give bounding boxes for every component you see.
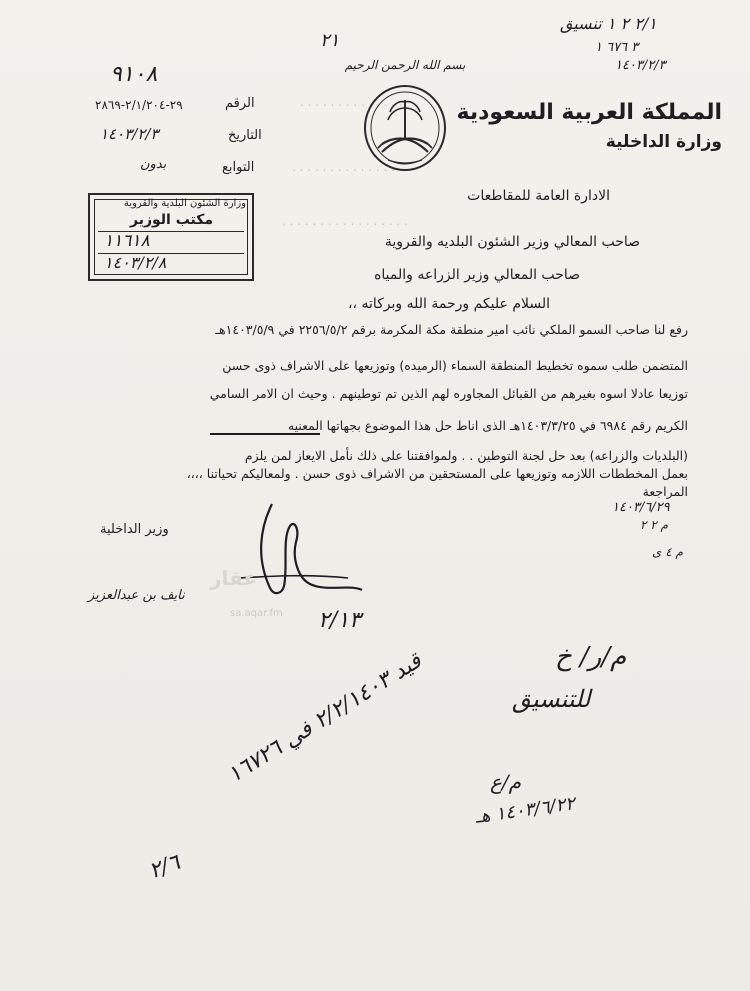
corner-note: ١٤٠٣/٢/٣ [615,58,666,73]
attachments-label: التوابع [222,160,255,175]
corner-note: ٢/١ ٢ ١ تنسيق [560,14,657,33]
body-paragraph-line: رفع لنا صاحب السمو الملكي نائب امير منطقة مكة المكرمة برقم ٢٢٥٦/٥/٢ في ١٤٠٣/٥/٩هـ [215,322,688,337]
handwritten-date: ١٤٠٣/٦/٢٢ هـ [474,793,577,828]
handwritten-note: م/ع [490,770,522,794]
handwritten-note: للتنسيق [512,685,591,713]
body-paragraph-line: توزيعا عادلا اسوه بغيرهم من القبائل المجاوره لهم الذين تم توطينهم . وحيث ان الامر السامي [209,386,688,401]
body-paragraph-line: المتضمن طلب سموه تخطيط المنطقة السماء (الرميده) وتوزيعها على الاشراف ذوى حسن [222,358,688,373]
ministry-title: وزارة الداخلية [605,132,722,152]
date-label: التاريخ [228,128,262,143]
side-note: م ٤ ى [652,545,683,559]
department-title: الادارة العامة للمقاطعات [467,188,610,204]
handwritten-mark: ٢١ [320,30,340,51]
greeting: السلام عليكم ورحمة الله وبركاته ،، [347,296,550,312]
signature-icon [230,498,370,608]
corner-note: ٣ ٦٧٦ ١ [595,40,639,55]
reference-number: ٩١٠٨ [110,62,158,87]
signatory-name: نايف بن عبدالعزيز [88,588,185,603]
bleed-through-text: . . . . . . . . . . . . . . [300,95,403,109]
handwritten-note: ٢/٦ [145,850,184,885]
body-paragraph-line: الكريم رقم ٦٩٨٤ في ١٤٠٣/٣/٢٥هـ الذى اناط حل هذا الموضوع بجهاتها المعنيه [287,418,688,433]
body-paragraph-line: بعمل المخططات اللازمه وتوزيعها على المستحقين من الاشراف ذوى حسن . ولمعاليكم تحياتنا ،،،، [186,466,688,481]
watermark-url: sa.aqar.fm [230,608,283,619]
stamp-date: ١٤٠٣/٢/٨ [104,253,167,272]
side-note: المراجعة [642,484,688,499]
body-paragraph-line: (البلديات والزراعه) بعد حل لجنة التوطين . . ولموافقتنا على ذلك نأمل الايعاز لمن يلزم [244,448,688,463]
handwritten-number: ٢/١٣ [318,608,361,633]
side-note: م ٢ ٢ [640,518,668,532]
received-stamp [88,193,254,281]
saudi-emblem-icon [360,78,450,173]
handwritten-note: م/ر/ خ [555,642,627,672]
bleed-through-text: . . . . . . . . . . . . . . . . . [282,214,408,228]
stamp-number: ١١٦١٨ [104,231,150,251]
handwritten-registration: قيد ٢/٢/١٤٠٣ في ١٦٧٢٦ [223,648,427,789]
date-value: ١٤٠٣/٢/٣ [100,125,159,143]
ref-label: الرقم [225,96,255,111]
attachments-value: بدون [140,157,167,172]
stamp-office: مكتب الوزير [130,212,214,228]
ref-value: ٢٩-٢/١/٢٠٤-٢٨٦٩ [95,98,183,112]
addressee: صاحب المعالي وزير الزراعه والمياه [374,267,580,283]
side-note-date: ١٤٠٣/٦/٢٩ [612,500,670,515]
addressee: صاحب المعالي وزير الشئون البلديه والقروية [384,234,640,250]
basmala: بسم الله الرحمن الرحيم [344,58,466,72]
signatory-title: وزير الداخلية [100,522,169,537]
underline [210,433,320,435]
watermark-logo: عقار [210,566,258,590]
stamp-ministry: وزارة الشئون البلدية والقروية [123,198,246,209]
bleed-through-text: . . . . . . . . . . . . . . [292,160,395,174]
kingdom-title: المملكة العربية السعودية [456,100,722,125]
